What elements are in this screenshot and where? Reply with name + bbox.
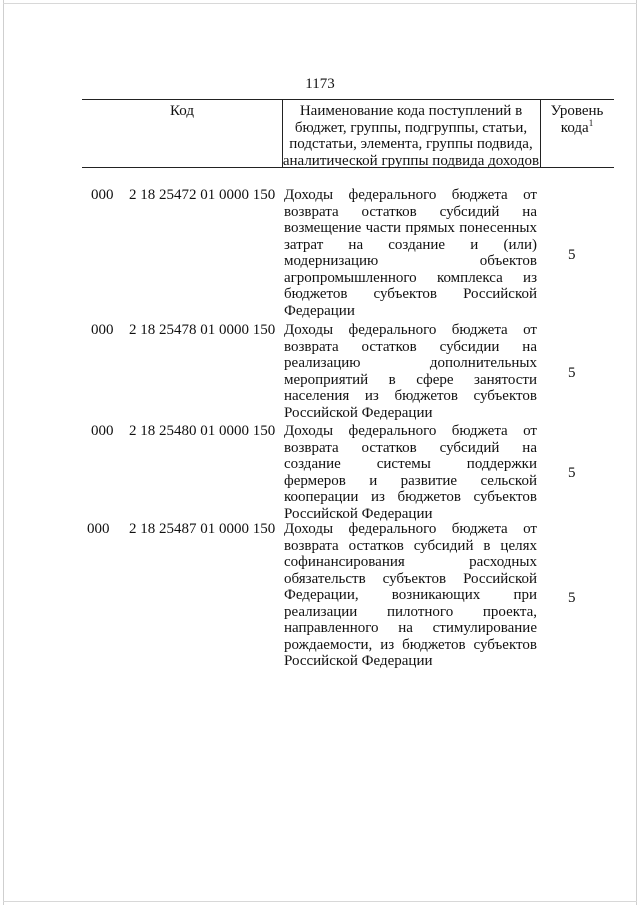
header-name: Наименование кода поступлений в бюджет, группы, подгруппы, статьи, подстатьи, элемента, группы подвида, аналитической группы подвида доходов: [282, 103, 540, 169]
row-name: Доходы федерального бюджета от возврата остатков субсидий на возмещение части прямых понесенных затрат на создание и (или) модернизацию объектов агропромышленного комплекса из бюджетов субъектов Российской Федерации: [284, 187, 537, 319]
row-income-code: 2 18 25478 01 0000 150: [129, 322, 276, 338]
row-name: Доходы федерального бюджета от возврата остатков субсидий в целях софинансирования расходных обязательств субъектов Российской Федерации, возникающих при реализации пилотного проекта, направленного на стимулирование рождаемости, из бюджетов субъектов Российской Федерации: [284, 521, 537, 669]
row-income-code: 2 18 25487 01 0000 150: [129, 521, 276, 537]
row-level: 5: [568, 365, 576, 381]
scan-edge-left: [3, 0, 4, 905]
table-header: [82, 99, 614, 169]
row-level: 5: [568, 465, 576, 481]
row-income-code: 2 18 25472 01 0000 150: [129, 187, 276, 203]
row-level: 5: [568, 590, 576, 606]
page-number: 1173: [305, 76, 335, 92]
scan-edge-bottom: [3, 901, 637, 902]
header-top-rule: [82, 99, 614, 100]
row-income-code: 2 18 25480 01 0000 150: [129, 423, 276, 439]
scan-edge-right: [636, 0, 637, 905]
row-admin-code: 000: [91, 187, 114, 203]
row-admin-code: 000: [91, 322, 114, 338]
row-admin-code: 000: [87, 521, 110, 537]
header-level: [540, 103, 614, 137]
header-code: Код: [170, 103, 194, 119]
row-name: Доходы федерального бюджета от возврата остатков субсидии на реализацию дополнительных мероприятий в сфере занятости населения из бюджетов субъектов Российской Федерации: [284, 322, 537, 421]
scan-edge-top: [3, 3, 637, 4]
header-level-footnote: 1: [588, 118, 594, 128]
row-level: 5: [568, 247, 576, 263]
row-name: Доходы федерального бюджета от возврата остатков субсидий на создание системы поддержки фермеров и развитие сельской кооперации из бюджетов субъектов Российской Федерации: [284, 423, 537, 522]
row-admin-code: 000: [91, 423, 114, 439]
header-level-label: Уровень кода: [550, 103, 604, 136]
